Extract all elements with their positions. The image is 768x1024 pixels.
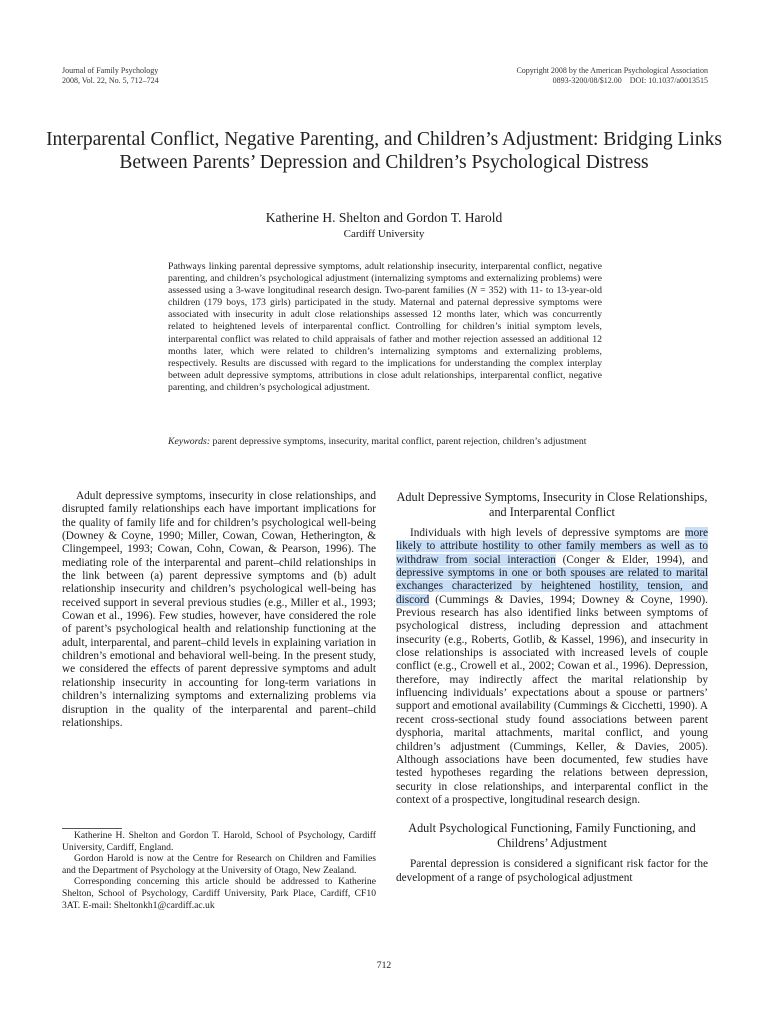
section-1-paragraph [396, 527, 708, 807]
abstract-n-symbol: N [470, 285, 478, 297]
intro-paragraph: Adult depressive symptoms, insecurity in close relationships, and disrupted family relationships each have important implications for the quality of family life and for children’s psychological well-being (Downey & Coyne, 1990; Miller, Cowan, Cowan, Hetherington, & Clingempeel, 1993; Cowan, Cohn, Cowan, & Pearson, 1996). The mediating role of the interparental and parent–child relationships in the link between (a) parent depressive symptoms and (b) adult relationship insecurity and children’s psychological well-being has received support in several previous studies (e.g., Miller et al., 1993; Cowan et al., 1996). Few studies, however, have considered the role of parent’s psychological health and relationship functioning at the adult, interparental, and parent–child levels in explaining variation in children’s emotional and behavioral well-being. In the present study, we considered the effects of parent depressive symptoms and adult relationship insecurity in accounting for long-term variations in children’s internalizing symptoms and externalizing problems via disruption in the quality of the interparental and parent–child relationships. [62, 490, 376, 729]
author-footnotes [62, 830, 376, 911]
abstract-text-1: Pathways linking parental depressive symptoms, adult relationship insecurity, interparental conflict, negative parenting, and children’s psychological adjustment (internalizing symptoms and externalizing problems) were assessed using a 3-wave longitudinal research design. Two-parent families ( [168, 261, 602, 297]
page-number: 712 [376, 960, 392, 971]
journal-header [62, 66, 159, 86]
footnote-affiliation: Katherine H. Shelton and Gordon T. Harold, School of Psychology, Cardiff University, Cardiff, England. [62, 830, 376, 853]
right-column [396, 490, 708, 885]
highlighted-text-1[interactable]: more likely to attribute hostility to other family members as well as to withdraw from social interaction [396, 527, 708, 566]
paper-authors: Katherine H. Shelton and Gordon T. Harold [265, 210, 503, 225]
section-heading-1: Adult Depressive Symptoms, Insecurity in Close Relationships, and Interparental Conflict [396, 490, 708, 519]
copyright-header [516, 66, 708, 86]
section-2-paragraph: Parental depression is considered a significant risk factor for the development of a range of psychological adjustment [396, 858, 708, 884]
copyright-line: Copyright 2008 by the American Psychological Association [516, 66, 708, 75]
highlighted-text-2[interactable]: depressive symptoms in one or both spouses are related to marital exchanges characterized by heightened hostility, tension, and discord [396, 567, 708, 606]
footnote-new-affiliation: Gordon Harold is now at the Centre for Research on Children and Families and the Department of Psychology at the University of Otago, New Zealand. [62, 853, 376, 876]
section-1-text-a: Individuals with high levels of depressive symptoms are [410, 527, 685, 539]
footnote-correspondence: Corresponding concerning this article should be addressed to Katherine Shelton, School of Psychology, Cardiff University, Park Place, Cardiff, CF10 3AT. E-mail: Sheltonkh1@cardiff.ac.uk [62, 876, 376, 911]
section-heading-2: Adult Psychological Functioning, Family Functioning, and Childrens’ Adjustment [408, 821, 696, 850]
paper-affiliation: Cardiff University [343, 228, 425, 240]
footnote-rule [62, 828, 122, 829]
keywords [168, 436, 602, 448]
section-1-text-b: (Conger & Elder, 1994), and [555, 553, 708, 566]
abstract [168, 261, 602, 394]
keywords-text: parent depressive symptoms, insecurity, marital conflict, parent rejection, children’s adjustment [210, 436, 587, 447]
keywords-label: Keywords: [168, 436, 211, 447]
journal-name: Journal of Family Psychology [62, 66, 159, 75]
left-column [62, 490, 376, 730]
abstract-text-2: = 352) with 11- to 13-year-old children (179 boys, 173 girls) participated in the study. Maternal and paternal depressive symptoms were associated with insecurity in adult close relationships assessed 12 months later, which was concurrently related to heightened levels of interparental conflict. Controlling for children’s initial symptom levels, interparental conflict was related to child appraisals of father and mother rejection assessed an additional 12 months later, which were related to children’s internalizing symptoms and externalizing problems, respectively. Results are discussed with regard to the implications for understanding the complex interplay between adult depressive symptoms, attributions in close adult relationships, interparental conflict, negative parenting, and children’s psychological adjustment. [168, 285, 602, 393]
paper-title: Interparental Conflict, Negative Parenting, and Children’s Adjustment: Bridging Links Between Parents’ Depression and Children’s Psychological Distress [46, 129, 722, 173]
issn-doi-line: 0893-3200/08/$12.00 DOI: 10.1037/a0013515 [552, 76, 708, 85]
section-1-text-c: (Cummings & Davies, 1994; Downey & Coyne, 1990). Previous research has also identified links between symptoms of psychological distress, including depression and attachment insecurity (e.g., Roberts, Gotlib, & Kassel, 1996), and insecurity in close relationships is associated with increased levels of couple conflict (e.g., Crowell et al., 2002; Cowan et al., 1996). Depression, therefore, may indirectly affect the marital relationship by influencing individuals’ expectations about a spouse or partners’ support and emotional availability (Cummings & Cicchetti, 1990). A recent cross-sectional study found associations between parent dysphoria, marital attachments, marital conflict, and young children’s adjustment (Cummings, Keller, & Davies, 2005). Although associations have been documented, few studies have tested hypotheses regarding the relations between depression, security in close relationships, and interparental conflict in the context of a prospective, longitudinal research design. [396, 593, 708, 806]
journal-volume: 2008, Vol. 22, No. 5, 712–724 [62, 76, 159, 85]
